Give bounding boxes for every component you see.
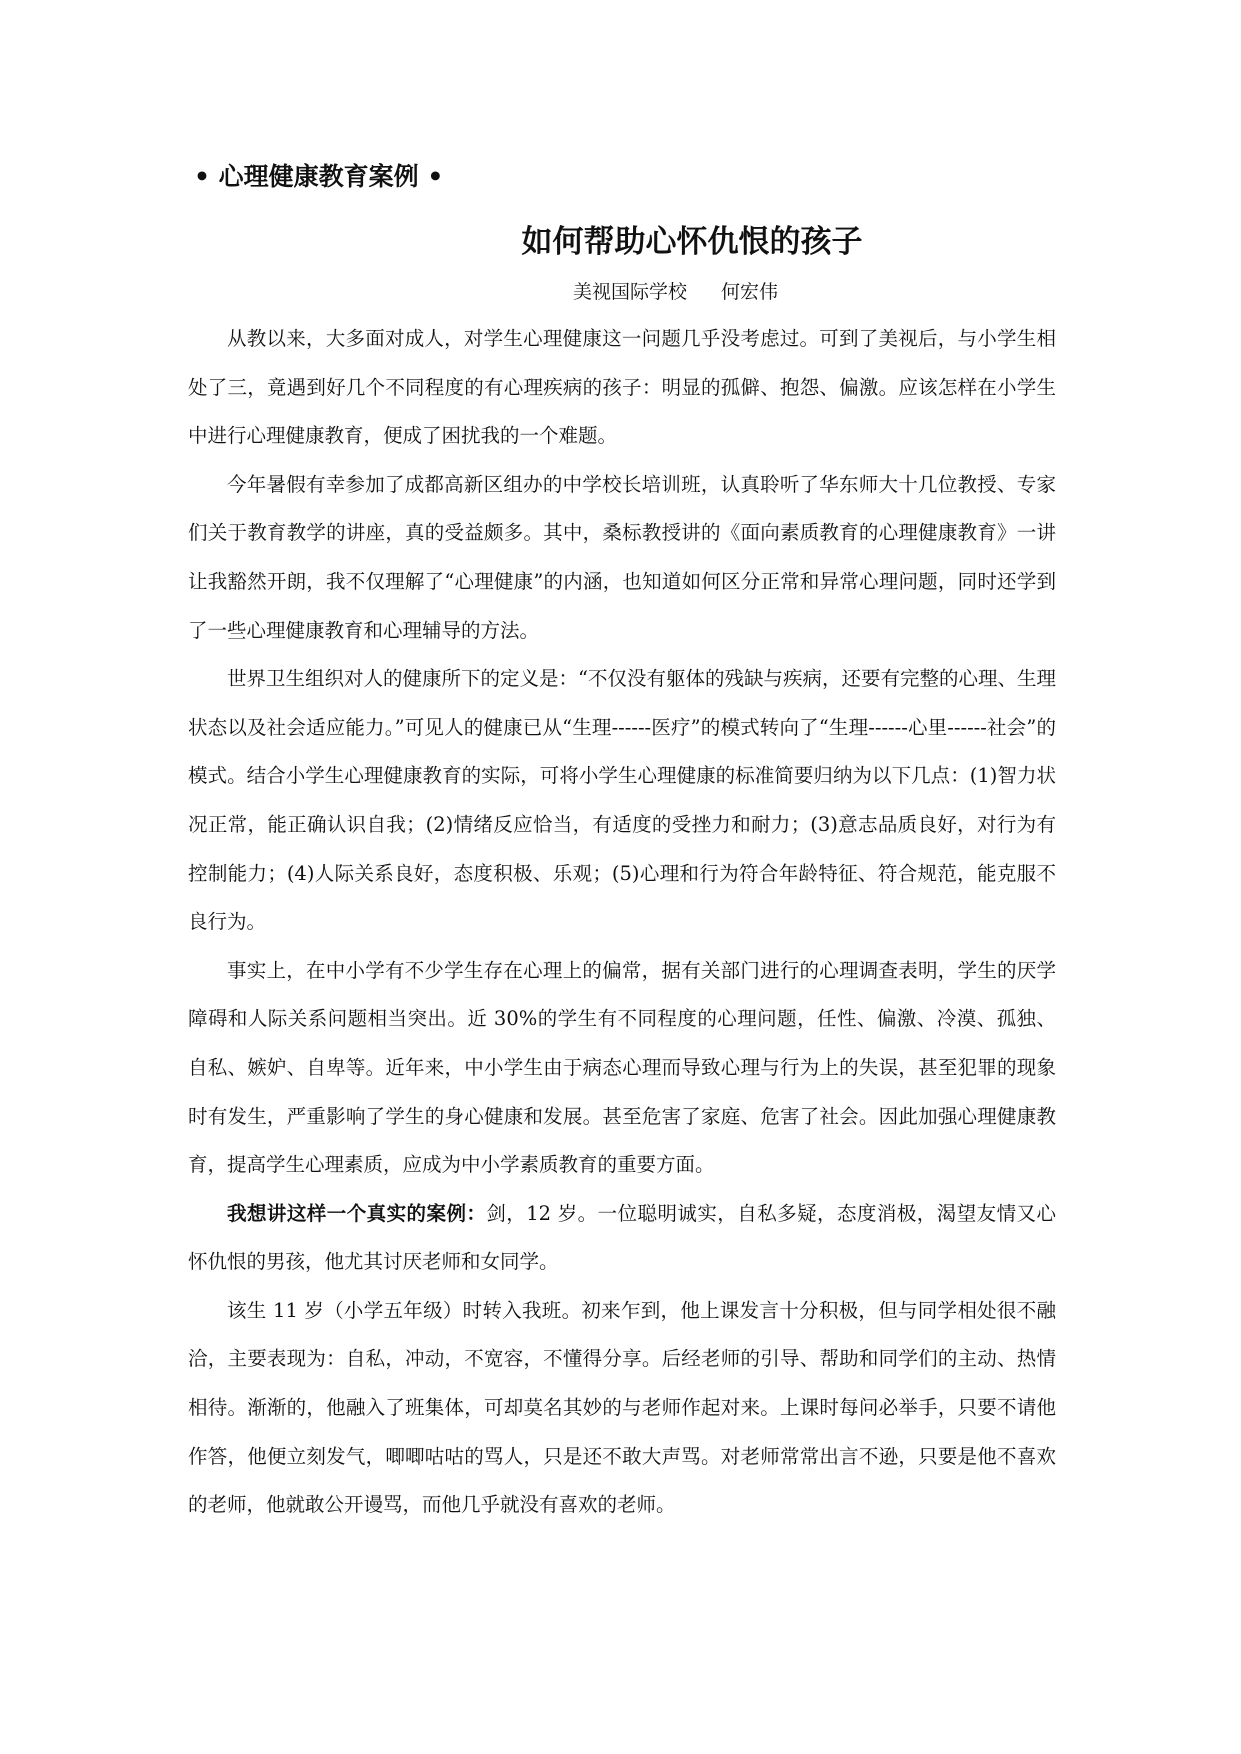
paragraph-facts: 事实上，在中小学有不少学生存在心理上的偏常，据有关部门进行的心理调查表明，学生的厌学障碍和人际关系问题相当突出。近 30%的学生有不同程度的心理问题，任性、偏激、冷漠、孤独、自私、嫉妒、自卑等。近年来，中小学生由于病态心理而导致心理与行为上的失误，甚至犯罪的现象时有发生，严重影响了学生的身心健康和发展。甚至危害了家庭、危害了社会。因此加强心理健康教育，提高学生心理素质，应成为中小学素质教育的重要方面。 [188, 958, 1056, 1177]
author-name: 何宏伟 [721, 281, 779, 303]
paragraph-case-detail: 该生 11 岁（小学五年级）时转入我班。初来乍到，他上课发言十分积极，但与同学相处很不融洽，主要表现为：自私，冲动，不宽容，不懂得分享。后经老师的引导、帮助和同学们的主动、热情相待。渐渐的，他融入了班集体，可却莫名其妙的与老师作起对来。上课时每问必举手，只要不请他作答，他便立刻发气，唧唧咕咕的骂人，只是还不敢大声骂。对老师常常出言不逊，只要是他不喜欢的老师，他就敢公开谩骂，而他几乎就没有喜欢的老师。 [188, 1298, 1056, 1517]
paragraph-intro: 从教以来，大多面对成人，对学生心理健康这一问题几乎没考虑过。可到了美视后，与小学生相处了三，竟遇到好几个不同程度的有心理疾病的孩子：明显的孤僻、抱怨、偏激。应该怎样在小学生中进行心理健康教育，便成了困扰我的一个难题。 [188, 327, 1056, 448]
article-title: 如何帮助心怀仇恨的孩子 [521, 224, 863, 260]
section-tag: • 心理健康教育案例 • [194, 162, 444, 191]
paragraph-training: 今年暑假有幸参加了成都高新区组办的中学校长培训班，认真聆听了华东师大十几位教授、专家们关于教育教学的讲座，真的受益颇多。其中，桑标教授讲的《面向素质教育的心理健康教育》一讲让我豁然开朗，我不仅理解了“心理健康”的内涵，也知道如何区分正常和异常心理问题，同时还学到了一些心理健康教育和心理辅导的方法。 [188, 472, 1056, 642]
byline [188, 278, 1056, 306]
document-page [188, 160, 1056, 1530]
case-lead: 我想讲这样一个真实的案例： [227, 1201, 487, 1225]
paragraph-who-definition: 世界卫生组织对人的健康所下的定义是：“不仅没有躯体的残缺与疾病，还要有完整的心理、生理状态以及社会适应能力。”可见人的健康已从“生理------医疗”的模式转向了“生理------心里------社会”的模式。结合小学生心理健康教育的实际，可将小学生心理健康的标准简要归纳为以下几点：(1)智力状况正常，能正确认识自我；(2)情绪反应恰当，有适度的受挫力和耐力；(3)意志品质良好，对行为有控制能力；(4)人际关系良好，态度积极、乐观；(5)心理和行为符合年龄特征、符合规范，能克服不良行为。 [188, 667, 1056, 934]
case-text: 剑，12 岁。一位聪明诚实，自私多疑，态度消极，渴望友情又心怀仇恨的男孩，他尤其讨厌老师和女同学。 [188, 1201, 1056, 1274]
school-name: 美视国际学校 [573, 281, 688, 303]
paragraph-case [188, 1190, 1056, 1287]
